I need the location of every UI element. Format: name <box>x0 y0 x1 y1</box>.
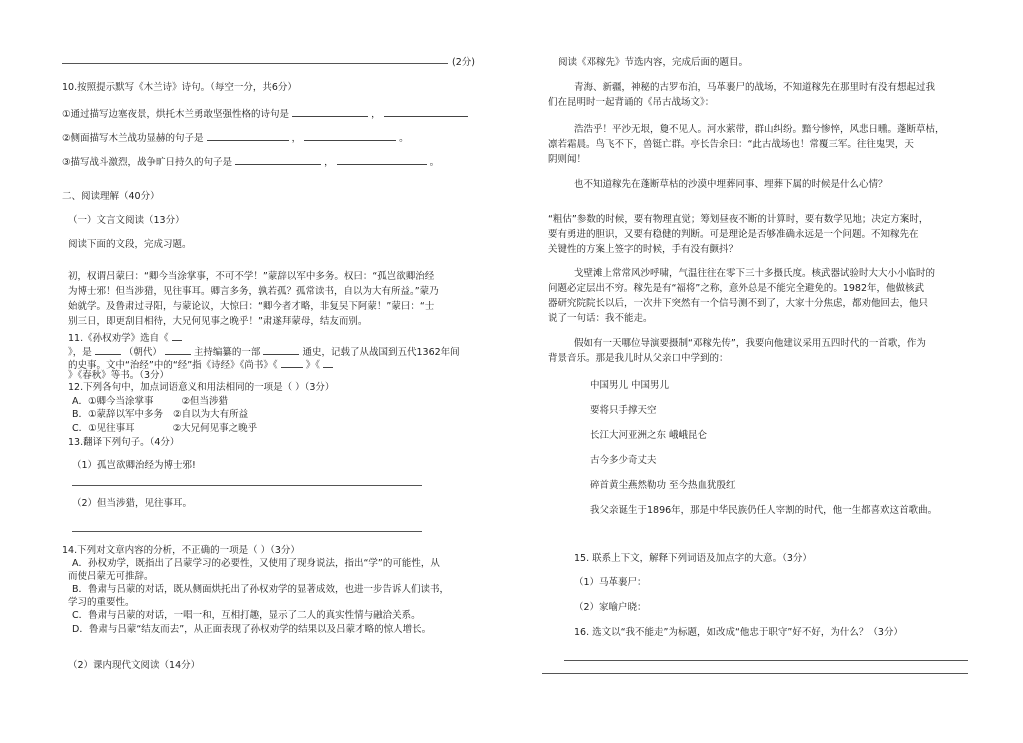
paragraph-line: 说了一句话：我不能走。 <box>548 313 653 324</box>
paragraph-line: 也不知道稼先在蓬断草枯的沙漠中埋葬同事、埋葬下属的时候是什么心情？ <box>574 179 888 190</box>
answer-blank[interactable] <box>172 331 182 341</box>
q12-option-b: B．①蒙辞以军中多务 ②自以为大有所益 <box>72 409 249 420</box>
q12-option-a: A．①卿今当涂掌事 ②但当涉猎 <box>72 396 229 407</box>
score-label: (2分) <box>452 57 475 68</box>
q16-title: 16. 选文以“我不能走”为标题，如改成“他忠于职守”好不好，为什么？（3分） <box>574 627 903 638</box>
q15-item-2: （2）家喻户晓： <box>574 602 647 613</box>
q13-sentence-1: （1）孤岂欲卿治经为博士邪! <box>72 460 196 471</box>
song-line: 碎首黄尘燕然勒功 至今热血犹殷红 <box>590 480 736 491</box>
q14-option-b-cont: 学习的重要性。 <box>68 597 135 608</box>
q15-title: 15. 联系上下文，解释下列词语及加点字的大意。（3分） <box>574 553 812 564</box>
answer-blank[interactable] <box>263 345 299 355</box>
q15-item-1: （1）马革裹尸： <box>574 577 647 588</box>
subsection-heading: （一）文言文阅读（13分） <box>68 215 185 226</box>
paragraph-line: 们在昆明时一起背诵的《吊古战场文》： <box>548 97 715 108</box>
paragraph-line: 问题必定层出不穷。稼先是有“福将”之称，意外总是不能完全避免的。1982年，他做核武 <box>548 283 925 294</box>
q12-title: 12.下列各句中，加点词语意义和用法相同的一项是（ ）（3分） <box>68 382 335 393</box>
answer-blank[interactable] <box>304 131 396 141</box>
quote-line: 阴则闻！ <box>548 154 587 165</box>
q11-line: 11.《孙权劝学》选自《 <box>68 331 182 345</box>
passage-line: 为博士邪！但当涉猎，见往事耳。卿言多务，孰若孤？孤常读书，自以为大有所益。”蒙乃 <box>68 286 439 297</box>
q14-option-a-cont: 而使吕蒙无可推辞。 <box>68 571 154 582</box>
instruction-text: 阅读下面的文段，完成习题。 <box>68 239 192 250</box>
q10-item-3: ③描写战斗激烈，战争旷日持久的句子是 ， 。 <box>62 157 440 168</box>
paragraph-line: 青海、新疆，神秘的古罗布泊，马革裹尸的战场，不知道稼先在那里时有没有想起过我 <box>574 82 936 93</box>
q14-title: 14.下列对文章内容的分析，不正确的一项是（ ）（3分） <box>62 545 300 556</box>
q14-option-c: C．鲁肃与吕蒙的对话，一唱一和，互相打趣，显示了二人的真实性情与融洽关系。 <box>72 610 421 621</box>
q10-item-1: ①通过描写边塞夜景，烘托木兰勇敢坚强性格的诗句是 ， <box>62 107 468 121</box>
answer-line[interactable] <box>72 485 422 486</box>
quote-line: 凛若霜晨。鸟飞不下，兽铤亡群。亭长告余曰：“此古战场也！常覆三军。往往鬼哭，天 <box>548 139 914 150</box>
paragraph-line: 器研究院院长以后，一次井下突然有一个信号测不到了，大家十分焦虑，都劝他回去，他只 <box>548 298 929 309</box>
song-line: 长江大河亚洲之东 峨峨昆仑 <box>590 430 708 441</box>
q14-option-b: B．鲁肃与吕蒙的对话，既从侧面烘托出了孙权劝学的显著成效，也进一步告诉人们读书， <box>72 584 450 595</box>
answer-blank[interactable] <box>207 131 289 141</box>
answer-blank[interactable] <box>292 107 368 117</box>
q14-option-d: D．鲁肃与吕蒙“结友而去”，从正面表现了孙权劝学的结果以及吕蒙才略的惊人增长。 <box>72 624 432 635</box>
answer-line[interactable] <box>72 531 422 532</box>
quote-line: 浩浩乎！平沙无垠，敻不见人。河水萦带，群山纠纷。黯兮惨悴，风悲日曛。蓬断草枯， <box>574 124 945 135</box>
q11-line: 》，是 （朝代） 主持编纂的一部 通史，记载了从战国到五代1362年间 <box>68 347 460 358</box>
q12-option-c: C．①见往事耳 ②大兄何见事之晚乎 <box>72 423 258 434</box>
song-line: 中国男儿 中国男儿 <box>590 380 670 391</box>
q13-title: 13.翻译下列句子。（4分） <box>68 437 180 448</box>
q11-line: 的史事。文中“治经”中的“经”指《诗经》《尚书》《 》《 <box>68 358 333 372</box>
paragraph-line: “粗估”参数的时候，要有物理直觉；筹划昼夜不断的计算时，要有数学见地；决定方案时， <box>548 214 929 225</box>
paragraph-line: 假如有一天哪位导演要摄制“邓稼先传”，我要向他建议采用五四时代的一首歌，作为 <box>574 338 926 349</box>
passage-line: 别三日，即更刮目相待，大兄何见事之晚乎！”肃遂拜蒙母，结友而别。 <box>68 316 368 327</box>
answer-blank[interactable] <box>323 358 333 368</box>
paragraph-line: 戈壁滩上常常风沙呼啸，气温往往在零下三十多摄氏度。核武器试验时大大小小临时的 <box>574 268 936 279</box>
paragraph-line: 背景音乐。那是我儿时从父亲口中学到的： <box>548 353 729 364</box>
answer-blank[interactable] <box>165 345 191 355</box>
paragraph-line: 我父亲诞生于1896年，那是中华民族仍任人宰割的时代，他一生都喜欢这首歌曲。 <box>590 505 938 516</box>
song-line: 古今多少奇丈夫 <box>590 455 657 466</box>
song-line: 要将只手撑天空 <box>590 405 657 416</box>
q11-line: 》《春秋》等书。（3分） <box>68 370 170 381</box>
answer-blank[interactable] <box>337 155 427 165</box>
answer-blank[interactable] <box>95 345 121 355</box>
answer-line <box>62 63 448 64</box>
answer-line[interactable] <box>564 660 968 661</box>
paragraph-line: 要有勇进的胆识，又要有稳健的判断。可是理论是否够准确永远是一个问题。不知稼先在 <box>548 229 919 240</box>
passage-line: 初，权谓吕蒙曰：“卿今当涂掌事，不可不学！”蒙辞以军中多务。权曰：“孤岂欲卿治经 <box>68 271 435 282</box>
subsection-heading: （2）课内现代文阅读（14分） <box>68 660 201 671</box>
q10-item-2: ②侧面描写木兰战功显赫的句子是 ， 。 <box>62 133 409 144</box>
answer-blank[interactable] <box>384 107 468 117</box>
answer-line[interactable] <box>542 673 968 674</box>
instruction-text: 阅读《邓稼先》节选内容，完成后面的题目。 <box>558 57 749 68</box>
paragraph-line: 关键性的方案上签字的时候，手有没有颤抖？ <box>548 244 739 255</box>
answer-blank[interactable] <box>235 155 321 165</box>
passage-line: 始就学。及鲁肃过寻阳，与蒙论议，大惊曰：“卿今者才略，非复吴下阿蒙！”蒙曰：“士 <box>68 301 435 312</box>
section-heading: 二、阅读理解（40分） <box>62 191 160 202</box>
q10-title: 10.按照提示默写《木兰诗》诗句。（每空一分，共6分） <box>62 82 297 93</box>
q14-option-a: A．孙权劝学，既指出了吕蒙学习的必要性，又使用了现身说法，指出“学”的可能性，从 <box>72 558 440 569</box>
q13-sentence-2: （2）但当涉猎，见往事耳。 <box>72 498 193 509</box>
answer-blank[interactable] <box>281 358 303 368</box>
